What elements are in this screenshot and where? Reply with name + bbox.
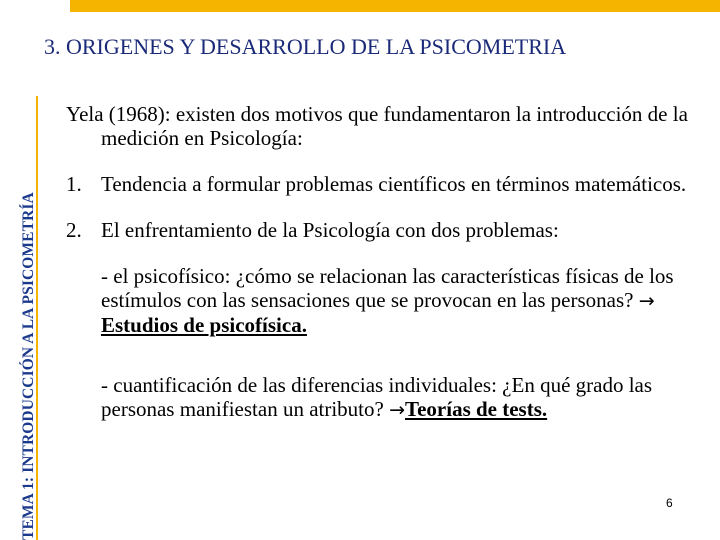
list-item [66, 172, 706, 196]
top-accent-bar [70, 0, 720, 12]
item-text: El enfrentamiento de la Psicología con dos problemas: [101, 218, 559, 242]
right-arrow-icon: → [389, 399, 406, 421]
sub-point-individual-differences [101, 373, 706, 422]
sub-point-emphasis: Estudios de psicofísica. [101, 313, 307, 337]
intro-paragraph: Yela (1968): existen dos motivos que fundamentaron la introducción de la medición en Psicología: [66, 102, 688, 150]
sub-point-emphasis: Teorías de tests. [405, 397, 548, 421]
side-topic-label: TEMA 1: INTRODUCCIÓN A LA PSICOMETRÍA [20, 192, 37, 540]
right-arrow-icon: → [638, 290, 655, 312]
sub-point-text: - el psicofísico: ¿cómo se relacionan las características físicas de los estímulos con las sensaciones que se provocan en las personas? [101, 264, 674, 312]
slide-title: 3. ORIGENES Y DESARROLLO DE LA PSICOMETRIA [44, 34, 567, 59]
list-item [66, 218, 706, 242]
slide-body [66, 102, 706, 422]
page-number: 6 [666, 496, 673, 510]
item-number: 1. [66, 172, 82, 196]
sub-point-psychophysics [101, 264, 706, 337]
item-number: 2. [66, 218, 82, 242]
item-text: Tendencia a formular problemas científicos en términos matemáticos. [101, 172, 687, 196]
sub-point-text: - cuantificación de las diferencias individuales: ¿En qué grado las personas manifiestan un atributo? [101, 373, 653, 421]
